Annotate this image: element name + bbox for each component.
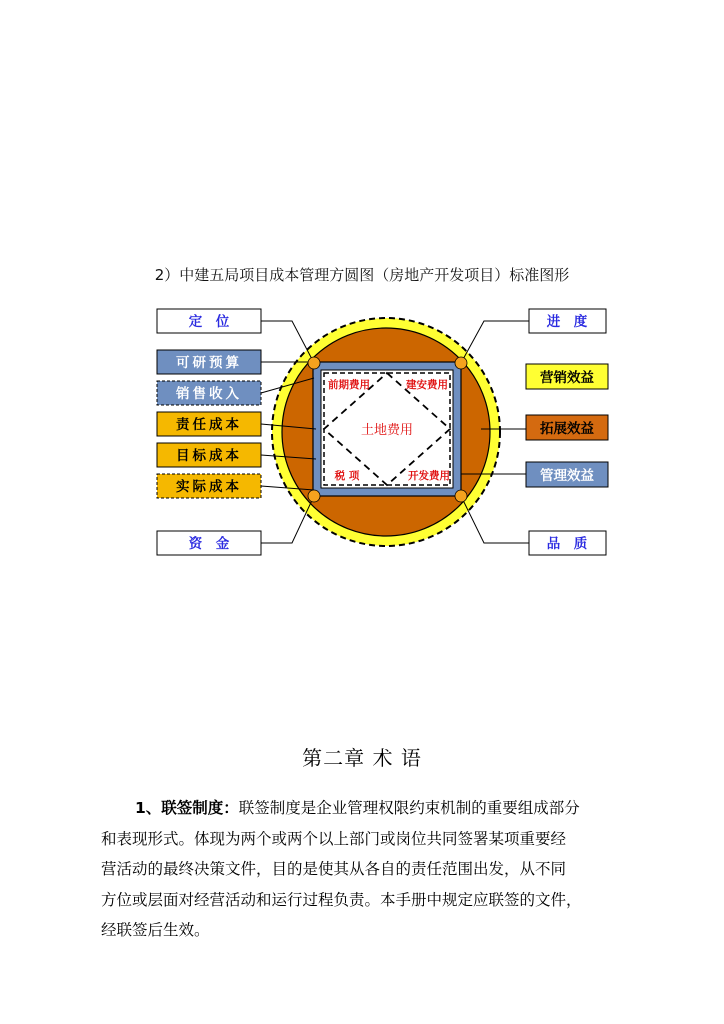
label-tax: 税 项 xyxy=(334,470,360,482)
corner-node-top-right xyxy=(455,357,467,369)
box-responsibility-cost-label: 责任成本 xyxy=(176,417,242,433)
label-land-cost: 土地费用 xyxy=(360,423,414,438)
corner-node-bottom-right xyxy=(455,490,467,502)
chapter-title: 第二章 术 语 xyxy=(302,746,422,770)
term-line-2: 和表现形式。体现为两个或两个以上部门或岗位共同签署某项重要经 xyxy=(101,829,567,848)
box-sales-revenue-label: 销售收入 xyxy=(176,386,242,402)
box-positioning-label: 定 位 xyxy=(188,314,230,330)
box-schedule-label: 进 度 xyxy=(546,314,588,330)
term-label: 1、联签制度： xyxy=(135,799,239,817)
term-paragraph xyxy=(101,793,631,946)
label-preliminary-cost: 前期费用 xyxy=(328,379,370,391)
corner-node-bottom-left xyxy=(308,490,320,502)
box-target-cost-label: 目标成本 xyxy=(176,448,242,464)
box-marketing-benefit-label: 营销效益 xyxy=(540,370,594,386)
term-line-4: 方位或层面对经营活动和运行过程负责。本手册中规定应联签的文件， xyxy=(101,890,582,909)
box-management-benefit-label: 管理效益 xyxy=(540,468,594,484)
term-line-3: 营活动的最终决策文件，目的是使其从各自的责任范围出发，从不同 xyxy=(101,860,567,878)
label-development-cost: 开发费用 xyxy=(408,470,450,482)
box-funds-label: 资 金 xyxy=(188,536,230,552)
term-line-5: 经联签后生效。 xyxy=(101,921,210,939)
figure-title: 2）中建五局项目成本管理方圆图（房地产开发项目）标准图形 xyxy=(154,266,570,284)
box-quality-label: 品 质 xyxy=(546,536,588,552)
corner-node-top-left xyxy=(308,357,320,369)
box-expansion-benefit-label: 拓展效益 xyxy=(540,421,594,437)
label-construction-cost: 建安费用 xyxy=(406,379,448,391)
box-actual-cost-label: 实际成本 xyxy=(176,479,242,495)
term-line-1: 联签制度是企业管理权限约束机制的重要组成部分 xyxy=(238,799,580,817)
box-feasibility-budget-label: 可研预算 xyxy=(176,355,242,371)
